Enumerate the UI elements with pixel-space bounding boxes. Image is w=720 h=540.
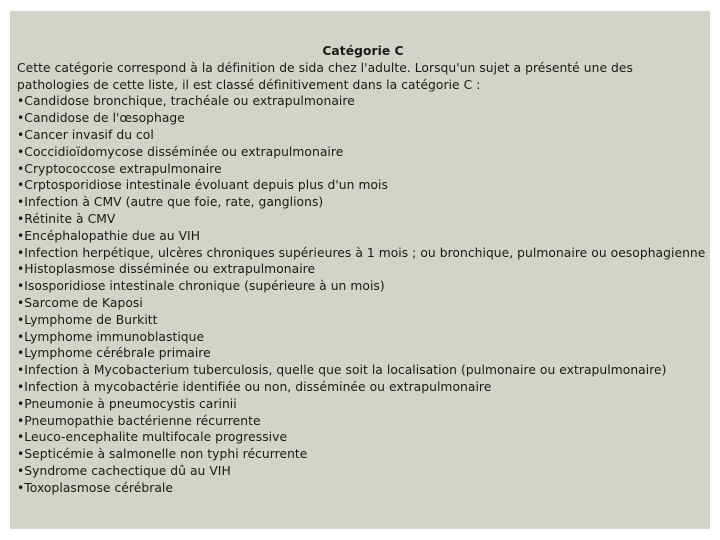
list-item: •Infection à mycobactérie identifiée ou non, disséminée ou extrapulmonaire bbox=[17, 379, 492, 394]
list-item: •Leuco-encephalite multifocale progressive bbox=[17, 430, 288, 445]
list-item: •Crptosporidiose intestinale évoluant depuis plus d'un mois bbox=[17, 178, 388, 193]
list-item: •Toxoplasmose cérébrale bbox=[17, 480, 173, 495]
list-item: •Syndrome cachectique dû au VIH bbox=[17, 463, 231, 478]
list-item: •Sarcome de Kaposi bbox=[17, 295, 143, 310]
list-item: •Coccidioïdomycose disséminée ou extrapulmonaire bbox=[17, 144, 344, 159]
list-item: •Candidose de l'œsophage bbox=[17, 111, 185, 126]
list-item: •Pneumonie à pneumocystis carinii bbox=[17, 396, 237, 411]
slide-content bbox=[17, 43, 717, 497]
slide-panel bbox=[10, 11, 710, 529]
list-item: •Rétinite à CMV bbox=[17, 211, 116, 226]
slide-title: Catégorie C bbox=[322, 44, 404, 58]
list-item: •Candidose bronchique, trachéale ou extrapulmonaire bbox=[17, 94, 355, 109]
list-item: •Encéphalopathie due au VIH bbox=[17, 228, 201, 243]
pathology-list bbox=[17, 93, 717, 496]
list-item: •Infection herpétique, ulcères chroniques supérieures à 1 mois ; ou bronchique, pulmonaire ou oesophagienne bbox=[17, 245, 706, 260]
list-item: •Cancer invasif du col bbox=[17, 127, 154, 142]
list-item: •Pneumopathie bactérienne récurrente bbox=[17, 413, 261, 428]
list-item: •Lymphome cérébrale primaire bbox=[17, 346, 211, 361]
list-item: •Cryptococcose extrapulmonaire bbox=[17, 161, 222, 176]
list-item: •Infection à CMV (autre que foie, rate, ganglions) bbox=[17, 195, 324, 210]
list-item: •Septicémie à salmonelle non typhi récurrente bbox=[17, 447, 308, 462]
list-item: •Isosporidiose intestinale chronique (supérieure à un mois) bbox=[17, 279, 385, 294]
list-item: •Lymphome immunoblastique bbox=[17, 329, 205, 344]
list-item: •Infection à Mycobacterium tuberculosis, quelle que soit la localisation (pulmonaire ou extrapulmonaire) bbox=[17, 363, 667, 378]
intro-paragraph: Cette catégorie correspond à la définition de sida chez l'adulte. Lorsqu'un sujet a présenté une des pathologies de cette liste, il est classé définitivement dans la catégorie C : bbox=[17, 60, 633, 92]
list-item: •Histoplasmose disséminée ou extrapulmonaire bbox=[17, 262, 316, 277]
list-item: •Lymphome de Burkitt bbox=[17, 312, 158, 327]
